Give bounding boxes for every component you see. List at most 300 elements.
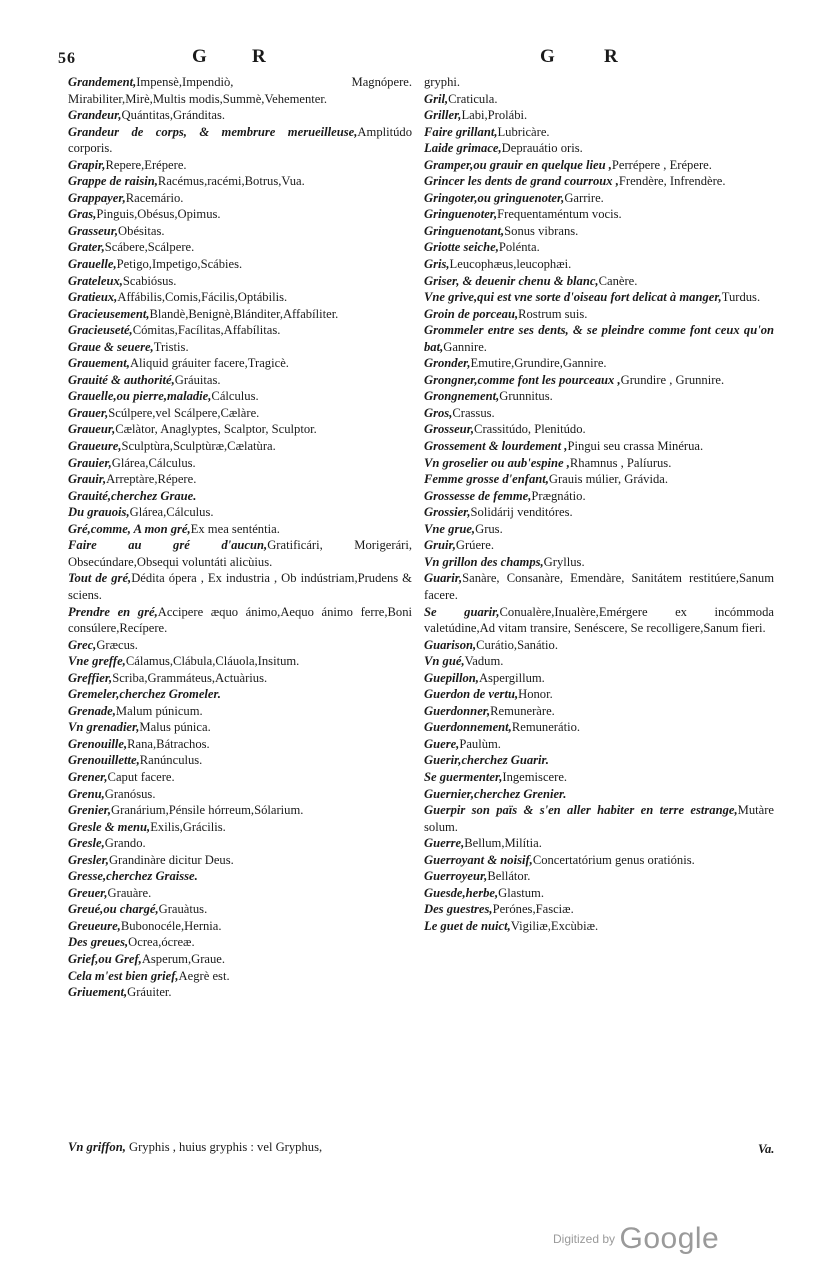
headword: Grauité & authorité,: [68, 372, 175, 387]
google-logo: Google: [619, 1222, 720, 1255]
headword: Cela m'est bien grief,: [68, 968, 179, 983]
definition: Crassitúdo, Plenitúdo.: [474, 422, 586, 437]
definition: Cómitas,Facílitas,Affabílitas.: [132, 323, 281, 338]
dictionary-entry: [411, 918, 774, 935]
definition: Blandè,Benignè,Blánditer,Affabíliter.: [149, 306, 339, 321]
definition: Arreptàre,Répere.: [106, 472, 197, 487]
dictionary-entry: [55, 157, 412, 174]
right-column: [424, 74, 774, 934]
definition: Sonus vibrans.: [504, 223, 579, 238]
definition: Repere,Erépere.: [105, 157, 187, 172]
dictionary-entry: [411, 173, 774, 190]
definition: Emutire,Grundire,Gannire.: [470, 356, 607, 371]
dictionary-entry: [55, 521, 412, 538]
headword: Se guermenter,: [424, 769, 503, 784]
definition: Amplitúdo corporis.: [68, 124, 412, 156]
headword: Guesde,herbe,: [424, 885, 499, 900]
dictionary-entry: [55, 190, 412, 207]
headword: Laide grimace,: [424, 141, 502, 156]
dictionary-entry: [55, 504, 412, 521]
definition: Frendère, Infrendère.: [618, 174, 726, 189]
dictionary-entry: [411, 289, 774, 306]
definition: Ranúnculus.: [139, 753, 203, 768]
headword: Du grauois,: [68, 505, 130, 520]
definition: Solidárij venditóres.: [470, 505, 573, 520]
definition: Ocrea,ócreæ.: [128, 935, 195, 950]
dictionary-entry: [55, 637, 412, 654]
headword: Gratieux,: [68, 290, 118, 305]
definition: Asperum,Graue.: [141, 951, 226, 966]
dictionary-entry: [411, 752, 774, 769]
headword: Guernier,cherchez Grenier.: [424, 786, 567, 801]
definition: Tristis.: [153, 339, 189, 354]
headword: Grateleux,: [68, 273, 123, 288]
dictionary-entry: [55, 74, 412, 107]
headword: Gris,: [424, 257, 450, 272]
definition: Aspergillum.: [478, 670, 545, 685]
headword: Vn grenadier,: [68, 720, 140, 735]
definition: Bellátor.: [487, 869, 531, 884]
dictionary-entry: [55, 670, 412, 687]
headword: Grasseur,: [68, 223, 119, 238]
headword: Faire au gré d'aucun,: [68, 538, 268, 553]
definition: Grundire , Grunnire.: [620, 372, 725, 387]
dictionary-entry: [411, 74, 774, 91]
headword: Gruir,: [424, 538, 456, 553]
definition: Granárium,Pénsile hórreum,Sólarium.: [111, 803, 304, 818]
definition: Glárea,Cálculus.: [129, 505, 214, 520]
dictionary-entry: [55, 719, 412, 736]
dictionary-entry: [411, 901, 774, 918]
headword: Vn gué,: [424, 654, 465, 669]
headword: Prendre en gré,: [68, 604, 158, 619]
headword: Griotte seiche,: [424, 240, 499, 255]
dictionary-entry: [55, 852, 412, 869]
definition: Garrire.: [564, 190, 604, 205]
definition: Ex mea senténtia.: [190, 521, 280, 536]
definition: Turdus.: [721, 290, 761, 305]
dictionary-entry: [411, 802, 774, 835]
headword: Vn groselier ou aub'espine ,: [424, 455, 570, 470]
headword: Gré,comme, A mon gré,: [68, 521, 191, 536]
dictionary-entry: [55, 372, 412, 389]
headword: Faire grillant,: [424, 124, 498, 139]
headword: Gresle,: [68, 836, 105, 851]
dictionary-entry: [411, 107, 774, 124]
dictionary-entry: [55, 471, 412, 488]
headword: Gringoter,ou gringuenoter,: [424, 190, 565, 205]
definition: Perónes,Fasciæ.: [492, 902, 574, 917]
dictionary-entry: [411, 488, 774, 505]
definition: Conualère,Inualère,Emérgere ex incómmoda valetúdine,Ad vitam transire, Senéscere, Se recolligere,Sanum fieri.: [424, 604, 774, 636]
dictionary-entry: [411, 223, 774, 240]
dictionary-entry: [411, 868, 774, 885]
definition: Pingui seu crassa Minérua.: [567, 439, 704, 454]
headword: Guarison,: [424, 637, 477, 652]
headword: Guarir,: [424, 571, 463, 586]
headword: Gresse,cherchez Graisse.: [68, 869, 198, 884]
dictionary-entry: [411, 190, 774, 207]
headword: Grenouillette,: [68, 753, 140, 768]
headword: Grommeler entre ses dents, & se pleindre comme font ceux qu'on bat,: [424, 323, 774, 354]
definition: Cálculus.: [211, 389, 259, 404]
headword: Guerpir son païs & s'en aller habiter en terre estrange,: [424, 803, 738, 818]
dictionary-entry: [411, 885, 774, 902]
headword: Grandeur de corps, & membrure merueilleuse,: [68, 124, 358, 139]
definition: Prægnátio.: [531, 488, 586, 503]
dictionary-entry: [411, 554, 774, 571]
dictionary-entry: [411, 786, 774, 803]
headword: Vn griffon,: [68, 1140, 126, 1154]
headword: Grauir,: [68, 472, 107, 487]
dictionary-entry: [411, 273, 774, 290]
left-last-entry: [55, 1139, 458, 1156]
definition: Gráuiter.: [127, 985, 172, 1000]
headword: Groin de porceau,: [424, 306, 519, 321]
headword: Grenouille,: [68, 736, 128, 751]
dictionary-entry: [411, 835, 774, 852]
headword: Gremeler,cherchez Gromeler.: [68, 687, 221, 702]
dictionary-entry: [411, 124, 774, 141]
headword: Guerdonner,: [424, 703, 491, 718]
headword: Griller,: [424, 108, 462, 123]
dictionary-entry: [55, 339, 412, 356]
headword: Guerdonnement,: [424, 720, 512, 735]
headword: Vne greffe,: [68, 654, 126, 669]
headword: Gracieusement,: [68, 306, 150, 321]
headword: Greuer,: [68, 885, 108, 900]
definition: Canère.: [598, 273, 638, 288]
definition: Racémus,racémi,Botrus,Vua.: [157, 174, 305, 189]
headword: Gringuenoter,: [424, 207, 498, 222]
definition: Granósus.: [104, 786, 156, 801]
dictionary-entry: [411, 405, 774, 422]
definition: Honor.: [518, 687, 553, 702]
watermark-prefix: Digitized by: [553, 1232, 616, 1246]
definition: Curátio,Sanátio.: [476, 637, 559, 652]
headword: Des guestres,: [424, 902, 493, 917]
headword: Guere,: [424, 736, 460, 751]
dictionary-entry: [411, 355, 774, 372]
dictionary-entry: [411, 206, 774, 223]
dictionary-entry: [411, 140, 774, 157]
dictionary-entry: [411, 537, 774, 554]
dictionary-entry: [55, 802, 412, 819]
headword: Grauelle,ou pierre,maladie,: [68, 389, 212, 404]
headword: Grosseur,: [424, 422, 475, 437]
definition: Glárea,Cálculus.: [111, 455, 196, 470]
definition: Concertatórium genus oratiónis.: [532, 852, 695, 867]
definition: Accipere æquo ánimo,Aequo ánimo ferre,Boni consúlere,Recípere.: [68, 604, 412, 636]
dictionary-entry: [411, 455, 774, 472]
headword: Vn grillon des champs,: [424, 554, 544, 569]
headword: Grauement,: [68, 356, 130, 371]
dictionary-entry: [55, 901, 412, 918]
dictionary-entry: [55, 438, 412, 455]
headword: Gras,: [68, 207, 97, 222]
definition: Caput facere.: [107, 769, 175, 784]
headword: Tout de gré,: [68, 571, 132, 586]
dictionary-entry: [55, 124, 412, 157]
dictionary-entry: [411, 306, 774, 323]
dictionary-entry: [411, 653, 774, 670]
dictionary-entry: [55, 819, 412, 836]
dictionary-entry: [55, 388, 412, 405]
dictionary-entry: [411, 703, 774, 720]
definition: Scabiósus.: [122, 273, 177, 288]
headword: Guepillon,: [424, 670, 479, 685]
definition: Leucophæus,leucophæi.: [449, 257, 572, 272]
running-head-right-2: R: [604, 46, 619, 67]
dictionary-entry: [411, 736, 774, 753]
dictionary-entry: [55, 786, 412, 803]
definition: Gannire.: [443, 339, 487, 354]
dictionary-entry: [411, 91, 774, 108]
dictionary-entry: [55, 934, 412, 951]
definition: Grauàtus.: [158, 902, 208, 917]
dictionary-entry: [55, 223, 412, 240]
dictionary-entry: [55, 322, 412, 339]
definition: Remuneràre.: [490, 703, 555, 718]
catchword: Va.: [758, 1142, 775, 1156]
headword: Grauité,cherchez Graue.: [68, 488, 197, 503]
headword: Grapir,: [68, 157, 106, 172]
dictionary-entry: [411, 372, 774, 389]
dictionary-entry: [55, 604, 412, 637]
definition: Gryllus.: [543, 554, 585, 569]
headword: Griser, & deuenir chenu & blanc,: [424, 273, 599, 288]
definition: Labi,Prolábi.: [461, 108, 528, 123]
definition: Impensè,Impendiò, Magnópere. Mirabiliter,Mirè,Multis modis,Summè,Vehementer.: [68, 75, 412, 106]
dictionary-entry: [55, 537, 412, 570]
dictionary-entry: [55, 653, 412, 670]
dictionary-entry: [55, 488, 412, 505]
headword: Grater,: [68, 240, 105, 255]
definition: Rostrum suis.: [518, 306, 588, 321]
definition: gryphi.: [424, 75, 461, 89]
definition: Cálamus,Clábula,Cláuola,Insitum.: [125, 654, 300, 669]
definition: Grunnitus.: [499, 389, 553, 404]
headword: Vne grive,qui est vne sorte d'oiseau fort delicat à manger,: [424, 290, 722, 305]
dictionary-entry: [411, 686, 774, 703]
headword: Gresle & menu,: [68, 819, 151, 834]
headword: Grener,: [68, 769, 108, 784]
dictionary-entry: [411, 421, 774, 438]
definition: Græcus.: [96, 637, 138, 652]
definition: Affábilis,Comis,Fácilis,Optábilis.: [117, 290, 288, 305]
definition: Perrépere , Erépere.: [611, 157, 712, 172]
definition: Scábere,Scálpere.: [104, 240, 195, 255]
definition: Sculptùra,Sculptùræ,Cælatùra.: [121, 439, 276, 454]
dictionary-entry: [411, 521, 774, 538]
headword: Grandeur,: [68, 108, 122, 123]
dictionary-entry: [55, 885, 412, 902]
definition: Bubonocéle,Hernia.: [120, 918, 222, 933]
headword: Greueure,: [68, 918, 121, 933]
headword: Femme grosse d'enfant,: [424, 472, 549, 487]
dictionary-entry: [411, 769, 774, 786]
headword: Grenier,: [68, 803, 112, 818]
headword: Grec,: [68, 637, 97, 652]
definition: Dédita ópera , Ex industria , Ob indústriam,Prudens & sciens.: [68, 571, 412, 602]
dictionary-entry: [55, 769, 412, 786]
headword: Grauier,: [68, 455, 112, 470]
headword: Griuement,: [68, 985, 128, 1000]
headword: Gramper,ou grauir en quelque lieu ,: [424, 157, 612, 172]
dictionary-entry: [411, 570, 774, 603]
headword: Graueure,: [68, 439, 122, 454]
dictionary-entry: [55, 421, 412, 438]
dictionary-entry: [55, 405, 412, 422]
definition: Lubricàre.: [497, 124, 550, 139]
definition: Grus.: [475, 521, 503, 536]
dictionary-entry: [411, 157, 774, 174]
dictionary-entry: [411, 504, 774, 521]
dictionary-entry: [55, 703, 412, 720]
headword: Gracieuseté,: [68, 323, 133, 338]
headword: Gresler,: [68, 852, 109, 867]
definition: Paulùm.: [459, 736, 501, 751]
dictionary-entry: [55, 736, 412, 753]
definition: Gratificári, Morigerári, Obsecúndare,Obsequi voluntáti alicùius.: [68, 538, 412, 569]
definition: Grauis múlier, Grávida.: [548, 472, 668, 487]
definition: Remunerátio.: [511, 720, 581, 735]
definition: Obésitas.: [118, 223, 165, 238]
headword: Le guet de nuict,: [424, 918, 511, 933]
running-head-right-1: G: [540, 46, 556, 67]
dictionary-entry: [55, 984, 412, 1001]
definition: Grando.: [104, 836, 146, 851]
definition: Deprauátio oris.: [501, 141, 583, 156]
headword: Gronder,: [424, 356, 471, 371]
dictionary-entry: [55, 752, 412, 769]
definition: Malum púnicum.: [115, 703, 203, 718]
running-head-left-1: G: [192, 46, 208, 67]
headword: Guerdon de vertu,: [424, 687, 519, 702]
dictionary-entry: [55, 273, 412, 290]
headword: Grief,ou Gref,: [68, 951, 142, 966]
headword: Guerroyant & noisif,: [424, 852, 533, 867]
definition: Aliquid gráuiter facere,Tragicè.: [129, 356, 289, 371]
dictionary-entry: [411, 438, 774, 455]
running-head-left-2: R: [252, 46, 267, 67]
headword: Guerir,cherchez Guarir.: [424, 753, 549, 768]
dictionary-entry: [55, 918, 412, 935]
page-number: 56: [58, 50, 76, 67]
headword: Greffier,: [68, 670, 113, 685]
headword: Grenu,: [68, 786, 105, 801]
dictionary-entry: [411, 637, 774, 654]
headword: Des greues,: [68, 935, 129, 950]
definition: Vigiliæ,Excùbiæ.: [510, 918, 599, 933]
definition: Grúere.: [455, 538, 494, 553]
dictionary-entry: [411, 604, 774, 637]
dictionary-entry: [55, 107, 412, 124]
headword: Gringuenotant,: [424, 223, 505, 238]
definition: Polénta.: [498, 240, 540, 255]
definition: Exilis,Grácilis.: [150, 819, 226, 834]
headword: Greué,ou chargé,: [68, 902, 159, 917]
definition: Petigo,Impetigo,Scábies.: [116, 257, 243, 272]
dictionary-entry: [55, 355, 412, 372]
dictionary-entry: [411, 256, 774, 273]
dictionary-entry: [55, 206, 412, 223]
definition: Scriba,Grammáteus,Actuàrius.: [112, 670, 268, 685]
headword: Grenade,: [68, 703, 116, 718]
definition: Mutàre solum.: [424, 803, 774, 834]
headword: Guerroyeur,: [424, 869, 488, 884]
left-column: [68, 74, 412, 1001]
dictionary-entry: [411, 322, 774, 355]
dictionary-entry: [55, 570, 412, 603]
digitization-watermark: [553, 1222, 719, 1256]
dictionary-entry: [411, 852, 774, 869]
definition: Rhamnus , Palíurus.: [569, 455, 672, 470]
definition: Gráuitas.: [174, 372, 221, 387]
headword: Grauer,: [68, 405, 109, 420]
definition: Grauàre.: [107, 885, 152, 900]
definition: Sanàre, Consanàre, Emendàre, Sanitátem restitúere,Sanum facere.: [424, 571, 774, 602]
definition: Aegrè est.: [178, 968, 230, 983]
dictionary-entry: [411, 670, 774, 687]
dictionary-entry: [55, 455, 412, 472]
definition: Frequentaméntum vocis.: [497, 207, 622, 222]
headword: Grossesse de femme,: [424, 488, 532, 503]
definition: Ingemiscere.: [502, 769, 568, 784]
definition: Crassus.: [452, 405, 495, 420]
headword: Grongnement,: [424, 389, 500, 404]
headword: Guerre,: [424, 836, 465, 851]
headword: Grappayer,: [68, 190, 126, 205]
definition: Glastum.: [498, 885, 544, 900]
definition: Pinguis,Obésus,Opimus.: [96, 207, 221, 222]
dictionary-entry: [55, 289, 412, 306]
headword: Grossier,: [424, 505, 471, 520]
dictionary-entry: [55, 686, 412, 703]
definition: Craticula.: [448, 91, 498, 106]
dictionary-entry: [55, 951, 412, 968]
definition: Racemário.: [125, 190, 184, 205]
definition: Vadum.: [464, 654, 504, 669]
definition: Rana,Bátrachos.: [127, 736, 210, 751]
headword: Graueur,: [68, 422, 116, 437]
definition: Bellum,Milítia.: [464, 836, 542, 851]
dictionary-entry: [55, 868, 412, 885]
headword: Grappe de raisin,: [68, 174, 158, 189]
definition: Malus púnica.: [139, 720, 211, 735]
headword: Grongner,comme font les pourceaux ,: [424, 372, 621, 387]
dictionary-entry: [55, 173, 412, 190]
headword: Gril,: [424, 91, 449, 106]
definition: Scúlpere,vel Scálpere,Cælàre.: [108, 405, 260, 420]
headword: Grandement,: [68, 75, 137, 89]
dictionary-entry: [411, 239, 774, 256]
dictionary-entry: [55, 306, 412, 323]
dictionary-entry: [411, 719, 774, 736]
definition: Cælàtor, Anaglyptes, Scalptor, Sculptor.: [115, 422, 317, 437]
dictionary-entry: [55, 835, 412, 852]
headword: Vne grue,: [424, 521, 476, 536]
dictionary-entry: [55, 968, 412, 985]
headword: Se guarir,: [424, 604, 500, 619]
definition: Grandinàre dicitur Deus.: [108, 852, 234, 867]
dictionary-entry: [55, 256, 412, 273]
headword: Graue & seuere,: [68, 339, 154, 354]
headword: Gros,: [424, 405, 453, 420]
definition: Quántitas,Gránditas.: [121, 108, 226, 123]
headword: Grossement & lourdement ,: [424, 439, 568, 454]
headword: Grauelle,: [68, 257, 117, 272]
